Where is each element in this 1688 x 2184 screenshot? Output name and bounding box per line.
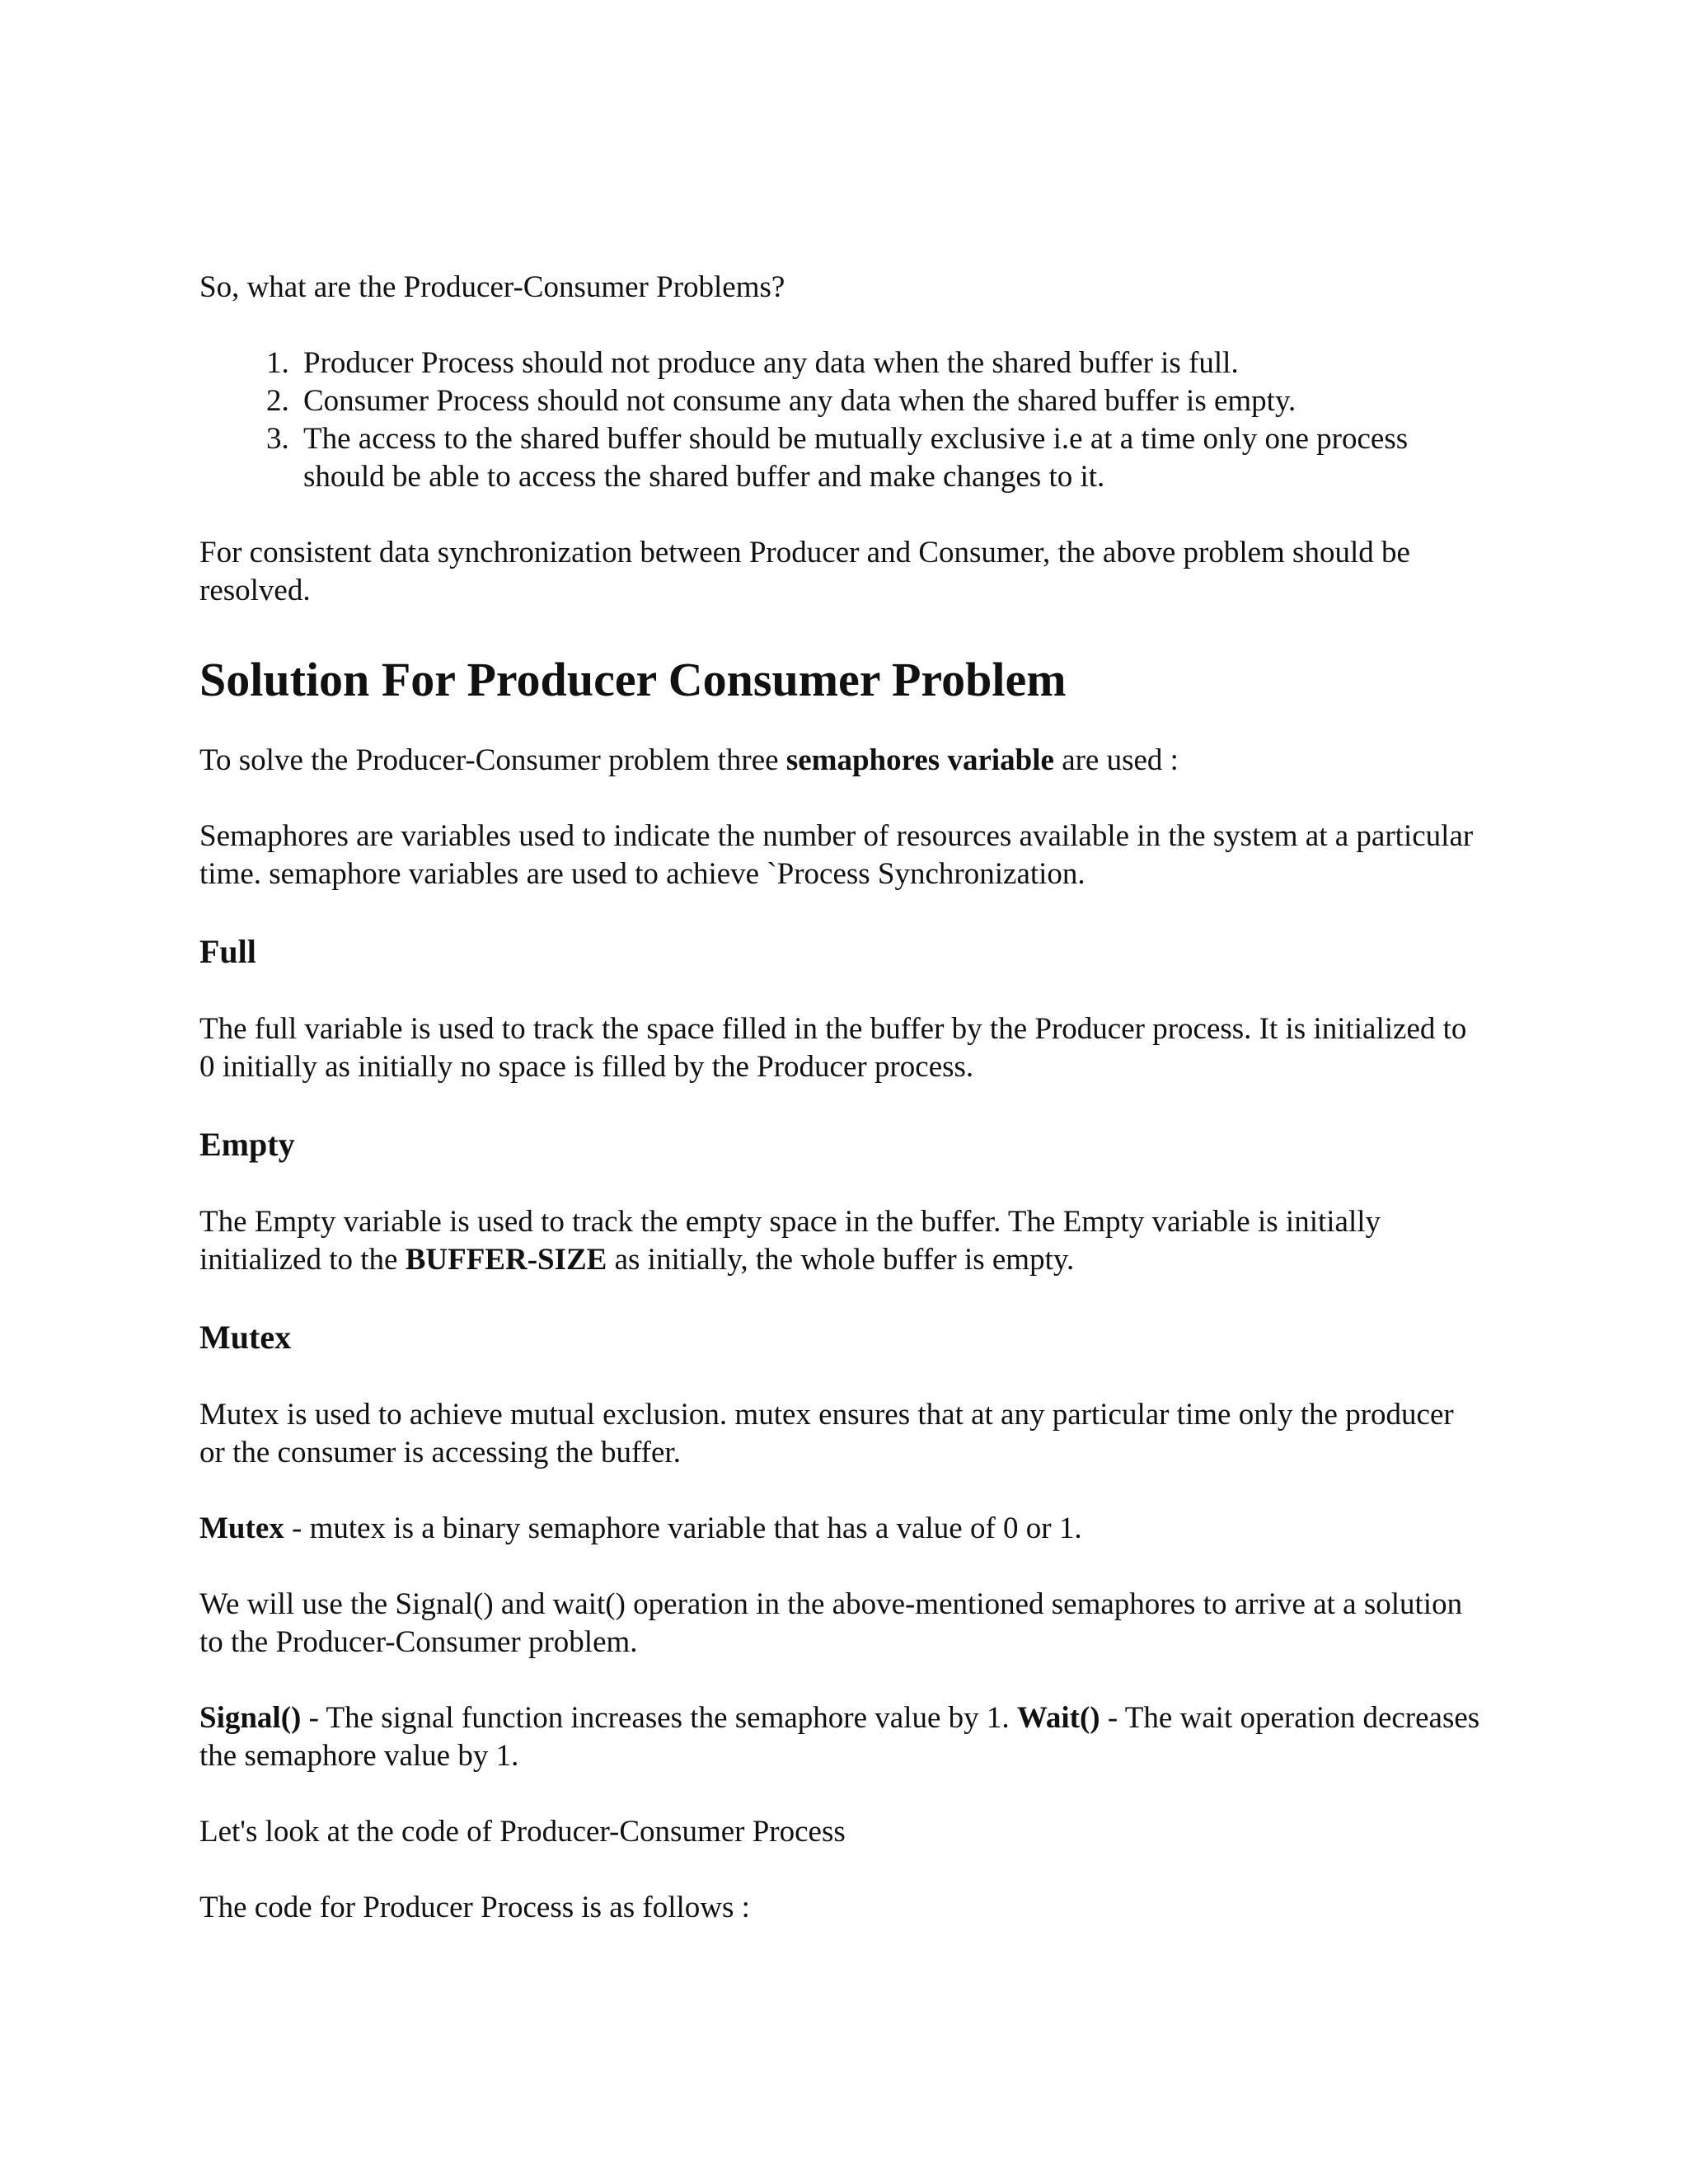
producer-code-intro: The code for Producer Process is as follows : <box>199 1891 750 1924</box>
mutex-paragraph: Mutex is used to achieve mutual exclusion. mutex ensures that at any particular time only the producer or the consumer is accessing the buffer. <box>199 1398 1454 1469</box>
full-paragraph: The full variable is used to track the space filled in the buffer by the Producer process. It is initialized to 0 initially as initially no space is filled by the Producer process. <box>199 1012 1467 1084</box>
semaphores-paragraph: Semaphores are variables used to indicate the number of resources available in the system at a particular time. semaphore variables are used to achieve `Process Synchronization. <box>199 819 1474 891</box>
solve-intro-text: To solve the Producer-Consumer problem three <box>199 743 786 777</box>
solve-intro-bold: semaphores variable <box>785 743 1054 777</box>
code-intro: Let's look at the code of Producer-Consumer Process <box>199 1815 846 1849</box>
intro-question: So, what are the Producer-Consumer Problems? <box>199 270 785 304</box>
solve-intro-text-end: are used : <box>1053 743 1179 777</box>
list-item: 3. The access to the shared buffer should be mutually exclusive i.e at a time only one process should be able to access the shared buffer and make changes to it. <box>297 420 1485 496</box>
signal-bold: Signal() <box>199 1701 302 1735</box>
document-body <box>199 269 1485 1927</box>
mutex-definition <box>199 1510 1485 1548</box>
wait-text: - The wait operation decreases the semaphore value by 1. <box>199 1701 1480 1773</box>
mutex-bold: Mutex <box>199 1511 284 1545</box>
empty-paragraph <box>199 1203 1485 1279</box>
empty-text: The Empty variable is used to track the empty space in the buffer. The Empty variable is initially initialized to the <box>199 1205 1381 1277</box>
list-item: 1. Producer Process should not produce any data when the shared buffer is full. <box>297 344 1485 382</box>
signal-text: - The signal function increases the semaphore value by 1. <box>301 1701 1017 1735</box>
empty-text-end: as initially, the whole buffer is empty. <box>607 1243 1075 1277</box>
mutex-heading: Mutex <box>199 1319 292 1356</box>
list-item: 2. Consumer Process should not consume any data when the shared buffer is empty. <box>297 382 1485 420</box>
solution-heading: Solution For Producer Consumer Problem <box>199 653 1067 706</box>
sync-paragraph: For consistent data synchronization between Producer and Consumer, the above problem should be resolved. <box>199 536 1410 607</box>
mutex-definition-text: - mutex is a binary semaphore variable that has a value of 0 or 1. <box>284 1511 1082 1545</box>
signal-wait-paragraph <box>199 1699 1485 1775</box>
empty-heading: Empty <box>199 1126 295 1163</box>
buffer-size-bold: BUFFER-SIZE <box>405 1243 607 1277</box>
signal-wait-intro: We will use the Signal() and wait() operation in the above-mentioned semaphores to arrive at a solution to the Producer-Consumer problem. <box>199 1587 1463 1659</box>
problems-list <box>199 344 1485 496</box>
wait-bold: Wait() <box>1016 1701 1100 1735</box>
full-heading: Full <box>199 933 256 970</box>
solve-intro-paragraph <box>199 742 1485 780</box>
